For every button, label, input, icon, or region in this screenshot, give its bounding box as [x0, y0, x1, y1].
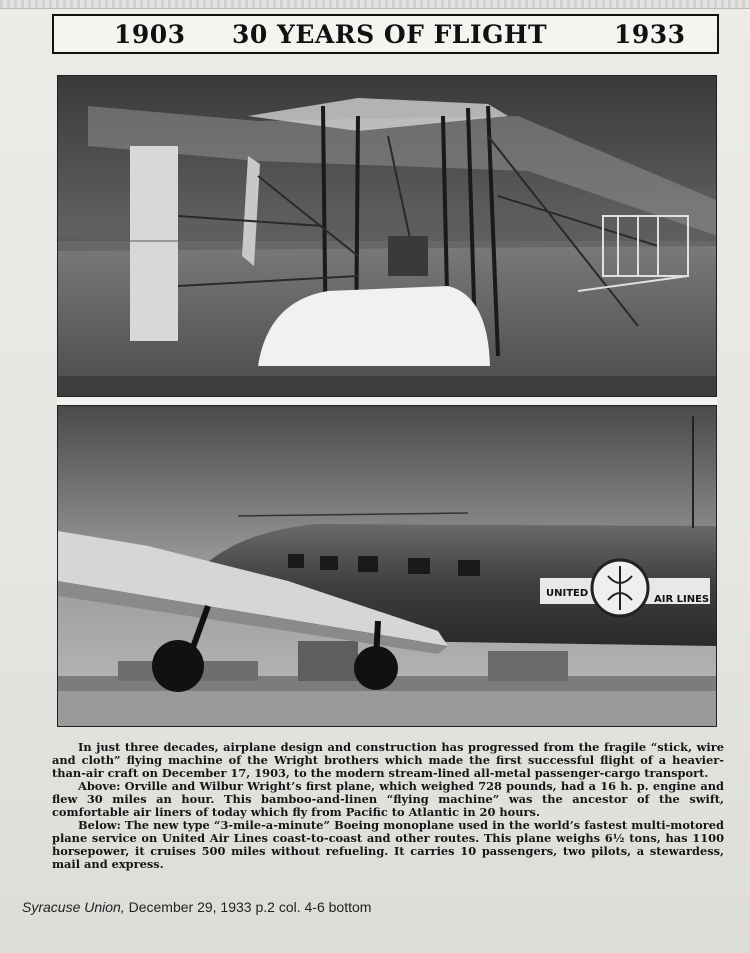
torn-top-edge [0, 0, 750, 9]
banner-year-start: 1903 [114, 20, 186, 49]
banner-title: 30 YEARS OF FLIGHT [232, 20, 548, 49]
boeing-monoplane-illustration [58, 406, 717, 727]
fuselage-lettering-left: UNITED [546, 588, 589, 599]
citation-newspaper: Syracuse Union, [22, 899, 125, 915]
citation-details: December 29, 1933 p.2 col. 4-6 bottom [128, 899, 372, 915]
caption-paragraph-intro: In just three decades, airplane design and construction has progressed from the fragile “stick, wire and cloth” flying machine of the Wright brothers which made the first successful flight of a heavier-than-air craft on December 17, 1903, to the modern stream-lined all-metal passenger-cargo transport. [52, 740, 724, 780]
caption-paragraph-below: Below: The new type “3-mile-a-minute” Boeing monoplane used in the world’s fastest multi-motored plane service on United Air Lines coast-to-coast and other routes. This plane weighs 6½ tons, has 1100 horsepower, it cruises 500 miles without refueling. It carries 10 passengers, two pilots, a stewardess, mail and express. [52, 818, 724, 871]
wright-biplane-illustration [58, 76, 717, 397]
headline-banner [52, 14, 719, 54]
banner-year-end: 1933 [614, 20, 686, 49]
caption-paragraph-above: Above: Orville and Wilbur Wright’s first plane, which weighed 728 pounds, had a 16 h. p. engine and flew 30 miles an hour. This bamboo-and-linen “flying machine” was the ancestor of the swift, comfortable air liners of today which fly from Pacific to Atlantic in 20 hours. [52, 779, 724, 819]
source-citation [22, 899, 371, 915]
article-caption [52, 741, 724, 871]
wright-biplane-photo [57, 75, 717, 397]
fuselage-lettering-right: AIR LINES [654, 594, 710, 605]
boeing-monoplane-photo [57, 405, 717, 727]
photo-divider [57, 397, 717, 405]
